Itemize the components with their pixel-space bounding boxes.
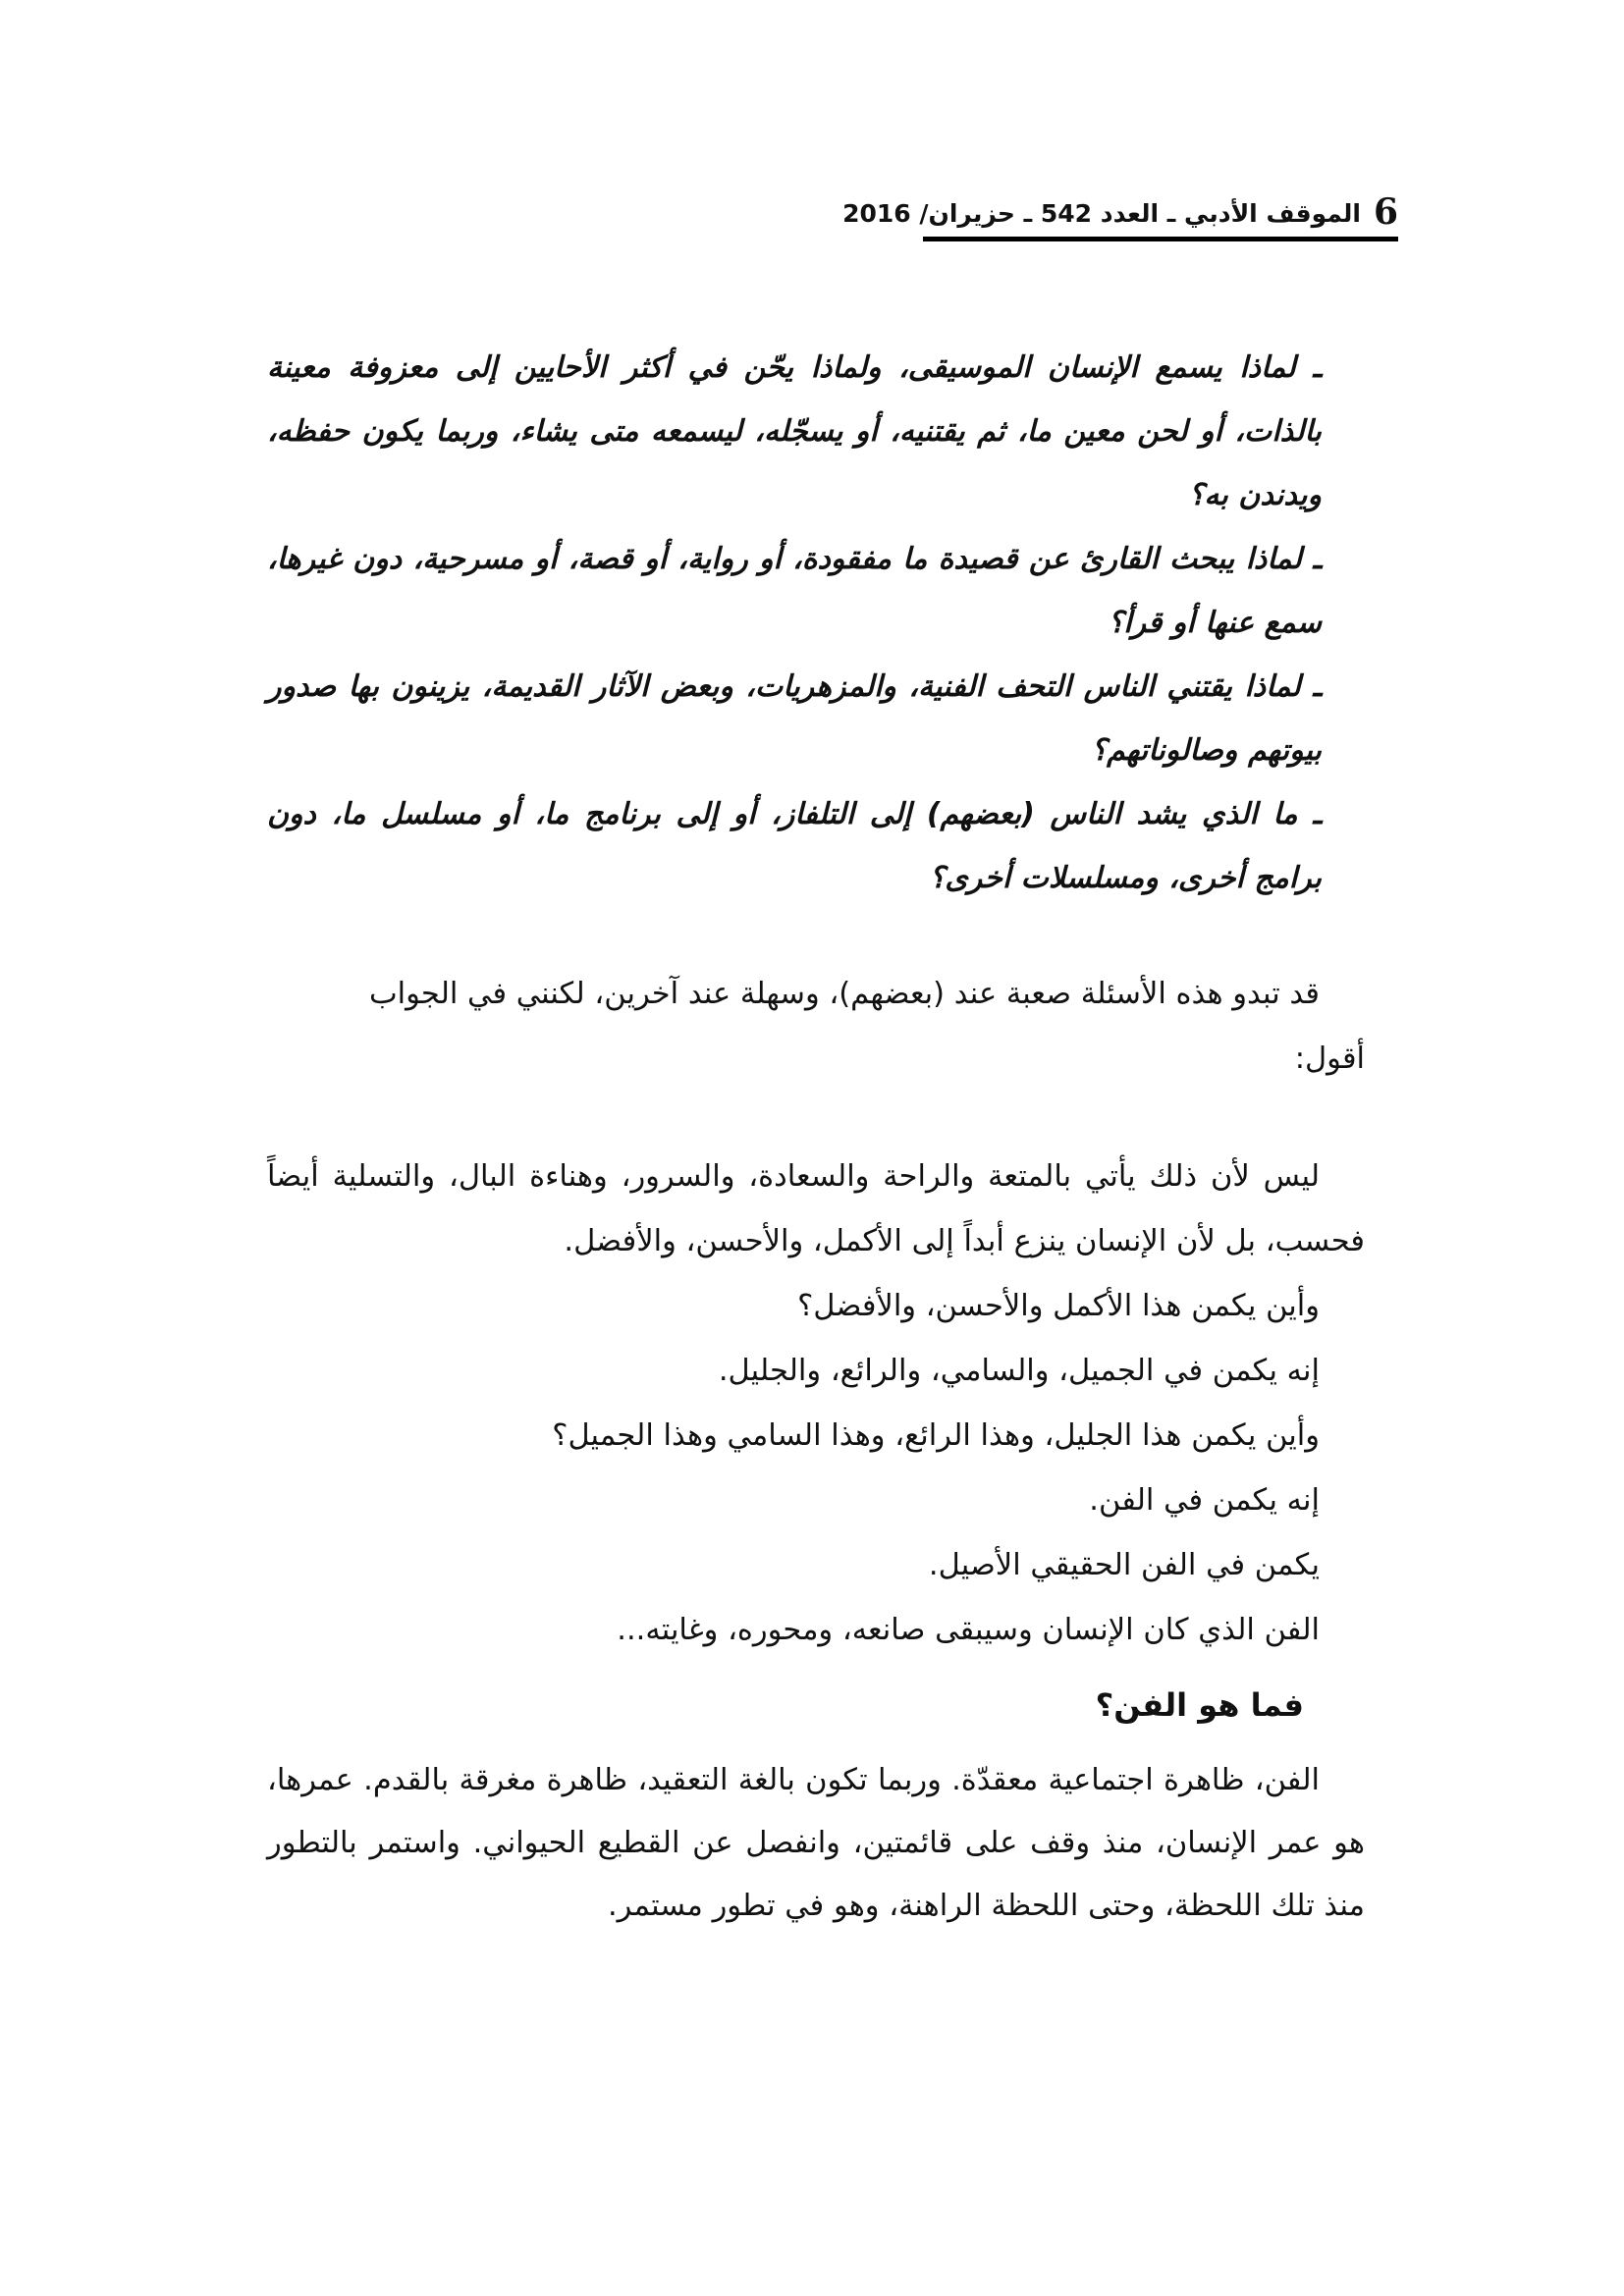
answer-line: الفن الذي كان الإنسان وسيبقى صانعه، ومحوره، وغايته... (617, 1613, 1320, 1647)
answer-line: وأين يكمن هذا الجليل، وهذا الرائع، وهذا السامي وهذا الجميل؟ (552, 1418, 1320, 1453)
answer-line: ليس لأن ذلك يأتي بالمتعة والراحة والسعادة، والسرور، وهناءة البال، والتسلية أيضاً (267, 1159, 1320, 1194)
answer-line-continuation: فحسب، بل لأن الإنسان ينزع أبداً إلى الأكمل، والأحسن، والأفضل. (564, 1224, 1365, 1258)
answer-line: إنه يكمن في الجميل، والسامي، والرائع، والجليل. (718, 1354, 1320, 1388)
intro-continuation: أقول: (1294, 1041, 1365, 1076)
intro-paragraph (267, 962, 1365, 1092)
question-item: ـ لماذا يقتني الناس التحف الفنية، والمزهريات، وبعض الآثار القديمة، يزينون بها صدور بيوتهم وصالوناتهم؟ (267, 669, 1322, 768)
question-item: ـ ما الذي يشد الناس (بعضهم) إلى التلفاز، أو إلى برنامج ما، أو مسلسل ما، دون برامج أخرى، ومسلسلات أخرى؟ (267, 797, 1322, 895)
intro-text: قد تبدو هذه الأسئلة صعبة عند (بعضهم)، وسهلة عند آخرين، لكنني في الجواب (368, 977, 1320, 1011)
question-item: ـ لماذا يسمع الإنسان الموسيقى، ولماذا يحّن في أكثر الأحايين إلى معزوفة معينة بالذات، أو لحن معين ما، ثم يقتنيه، أو يسجّله، ليسمعه متى يشاء، وربما يكون حفظه، ويدندن به؟ (267, 350, 1322, 512)
answer-line: وأين يكمن هذا الأكمل والأحسن، والأفضل؟ (797, 1289, 1320, 1323)
page-number: 6 (1373, 191, 1398, 233)
question-item: ـ لماذا يبحث القارئ عن قصيدة ما مفقودة، أو رواية، أو قصة، أو مسرحية، دون غيرها، سمع عنها أو قرأ؟ (267, 542, 1322, 640)
section-text: الفن، ظاهرة اجتماعية معقدّة. وربما تكون بالغة التعقيد، ظاهرة مغرقة بالقدم. عمرها، هو عمر الإنسان، منذ وقف على قائمتين، وانفصل عن القطيع الحيواني. واستمر بالتطور منذ تلك اللحظة، وحتى اللحظة الراهنة، وهو في تطور مستمر. (267, 1763, 1365, 1923)
running-header (842, 191, 1398, 241)
answer-line: يكمن في الفن الحقيقي الأصيل. (928, 1548, 1320, 1582)
section-heading: فما هو الفن؟ (1095, 1686, 1304, 1724)
answer-block (267, 1145, 1365, 1663)
running-head-title: الموقف الأدبي ـ العدد 542 ـ حزيران/ 2016 (842, 199, 1361, 228)
answer-line: إنه يكمن في الفن. (1089, 1483, 1320, 1518)
section-paragraph (267, 1749, 1365, 1938)
question-list (267, 336, 1322, 910)
